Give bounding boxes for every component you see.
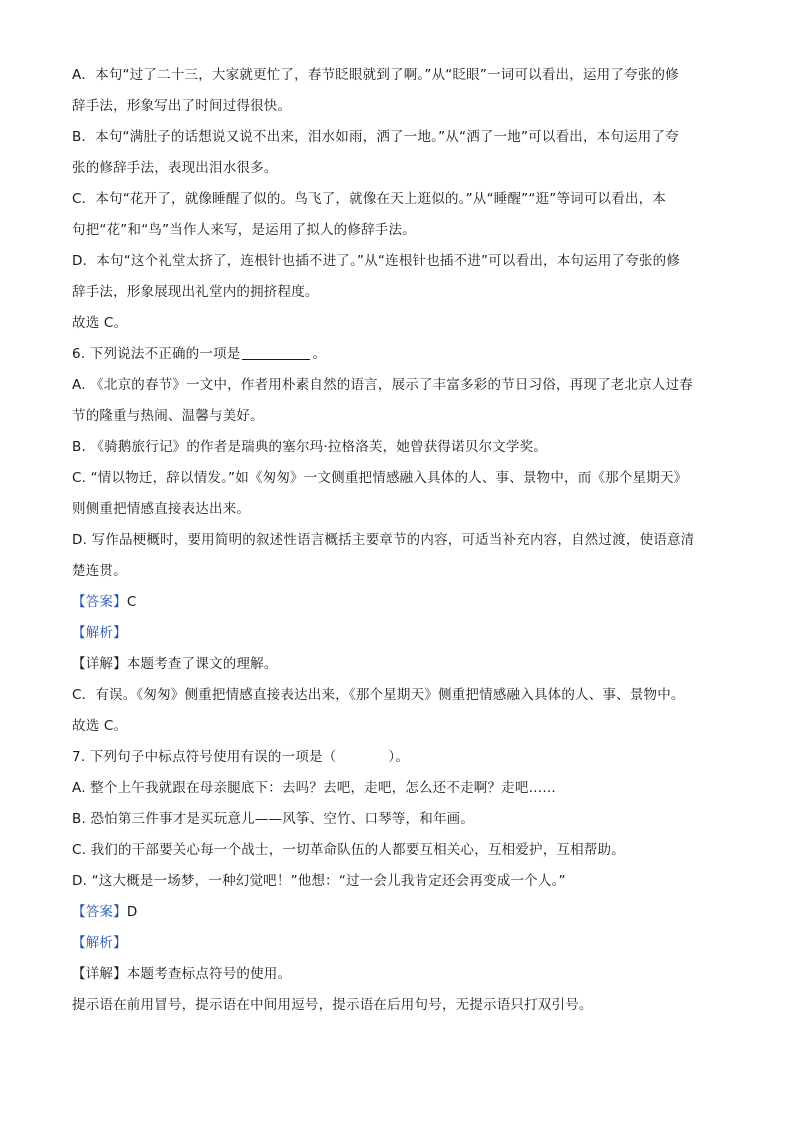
q5-option-a-line-1: A．本句“过了二十三，大家就更忙了，春节眨眼就到了啊。”从“眨眼”一词可以看出，运用了夸张的修: [72, 67, 679, 83]
q5-option-c-line-2: 句把“花”和“鸟”当作人来写，是运用了拟人的修辞手法。: [72, 222, 416, 238]
q7-detail-tag: 【详解】: [72, 966, 127, 982]
q7-option-d: D. “这大概是一场梦，一种幻觉吧！”他想：“过一会儿我肯定还会再变成一个人。”: [72, 873, 566, 889]
q7-detail: [72, 959, 724, 990]
q6-option-d-line-1: D. 写作品梗概时，要用简明的叙述性语言概括主要章节的内容，可适当补充内容，自然过渡，使语意清: [72, 532, 695, 548]
q5-option-c-line-1: C．本句“花开了，就像睡醒了似的。鸟飞了，就像在天上逛似的。”从“睡醒”“逛”等词可以看出，本: [72, 191, 667, 207]
q7-stem: [72, 742, 724, 773]
q7-explanation: 提示语在前用冒号，提示语在中间用逗号，提示语在后用句号，无提示语只打双引号。: [72, 997, 593, 1013]
q6-option-b-line-1: B. 《骑鹅旅行记》的作者是瑞典的塞尔玛·拉格洛芙，她曾获得诺贝尔文学奖。: [72, 439, 548, 455]
q7-analysis-tag: 【解析】: [72, 935, 127, 951]
q6-detail: [72, 649, 724, 680]
q6-option-d-line-2: 楚连贯。: [72, 563, 127, 579]
q7-answer: [72, 897, 724, 928]
q6-answer: [72, 587, 724, 618]
q6-analysis: [72, 618, 724, 649]
q7-stem-end: ）。: [388, 749, 410, 765]
q6-detail-text: 本题考查了课文的理解。: [126, 656, 278, 672]
q6-answer-tag: 【答案】: [72, 594, 127, 610]
q7-analysis: [72, 928, 724, 959]
q6-conclusion: 故选 C。: [72, 718, 128, 734]
q7-stem-text: 7. 下列句子中标点符号使用有误的一项是（: [72, 749, 337, 765]
q6-option-a-line-1: A. 《北京的春节》一文中，作者用朴素自然的语言，展示了丰富多彩的节日习俗，再现了老北京人过春: [72, 377, 693, 393]
q6-answer-blank: [242, 345, 310, 360]
q5-conclusion: 故选 C。: [72, 315, 128, 331]
q5-option-a-line-2: 辞手法，形象写出了时间过得很快。: [72, 98, 292, 114]
q7-answer-value: D: [126, 904, 138, 920]
q6-explanation: C．有误。《匆匆》侧重把情感直接表达出来，《那个星期天》侧重把情感融入具体的人、事、景物中。: [72, 687, 685, 703]
document-page: [72, 60, 724, 1021]
q6-option-a-line-2: 节的隆重与热闹、温馨与美好。: [72, 408, 264, 424]
q5-option-b-line-2: 张的修辞手法，表现出泪水很多。: [72, 160, 278, 176]
q7-option-c: C. 我们的干部要关心每一个战士，一切革命队伍的人都要互相关心，互相爱护，互相帮助。: [72, 842, 625, 858]
q6-option-c-line-2: 则侧重把情感直接表达出来。: [72, 501, 251, 517]
q6-answer-value: C: [126, 594, 137, 610]
q5-option-d-line-1: D．本句“这个礼堂太挤了，连根针也插不进了。”从“连根针也插不进”可以看出，本句运用了夸张的修: [72, 253, 681, 269]
q5-option-d-line-2: 辞手法，形象展现出礼堂内的拥挤程度。: [72, 284, 319, 300]
q6-stem-end: 。: [312, 346, 327, 362]
q6-analysis-tag: 【解析】: [72, 625, 127, 641]
q6-option-c-line-1: C. “情以物迁，辞以情发。”如《匆匆》一文侧重把情感融入具体的人、事、景物中，而《那个星期天》: [72, 470, 688, 486]
q6-detail-tag: 【详解】: [72, 656, 127, 672]
q6-stem-text: 6. 下列说法不正确的一项是: [72, 346, 241, 362]
q7-answer-tag: 【答案】: [72, 904, 127, 920]
q6-stem: [72, 339, 724, 370]
q7-option-a: A. 整个上午我就跟在母亲腿底下：去吗？去吧，走吧，怎么还不走啊？走吧……: [72, 780, 556, 796]
q7-option-b: B. 恐怕第三件事才是买玩意儿——风筝、空竹、口琴等，和年画。: [72, 811, 475, 827]
q5-option-b-line-1: B．本句“满肚子的话想说又说不出来，泪水如雨，洒了一地。”从“洒了一地”可以看出，本句运用了夸: [72, 129, 679, 145]
q7-detail-text: 本题考查标点符号的使用。: [126, 966, 292, 982]
